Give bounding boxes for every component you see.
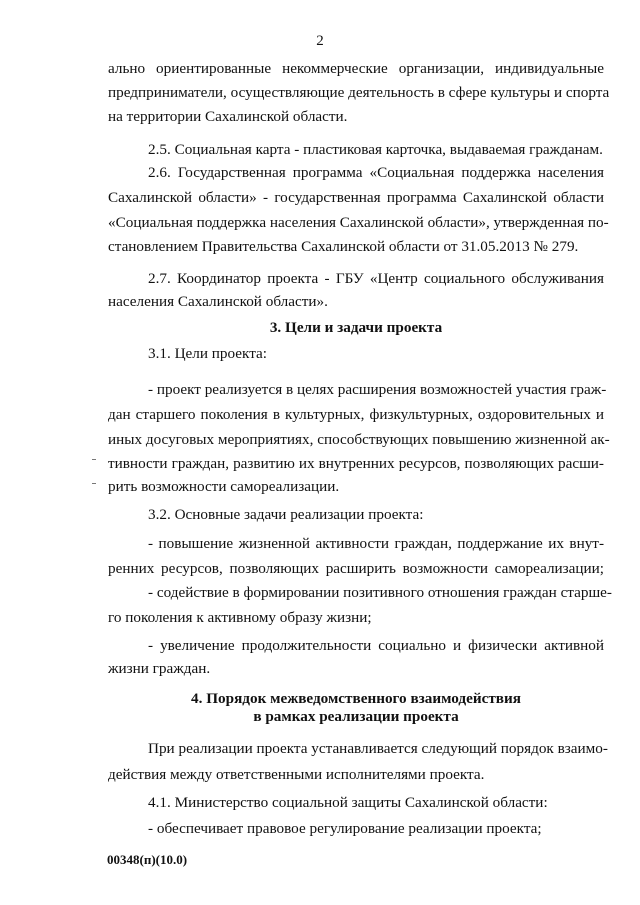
text-line: населения Сахалинской области». [108, 293, 328, 310]
text-line: - обеспечивает правовое регулирование реализации проекта; [148, 820, 542, 837]
scan-mark [92, 483, 96, 484]
section-3-1: 3.1. Цели проекта: [148, 345, 267, 362]
text-line: на территории Сахалинской области. [108, 108, 348, 125]
text-line: - проект реализуется в целях расширения возможностей участия граж- [148, 381, 607, 398]
list-item: - содействие в формировании позитивного отношения граждан старше- [148, 584, 612, 601]
text-line: предприниматели, осуществляющие деятельность в сфере культуры и спорта [108, 84, 610, 101]
list-item: - повышение жизненной активности граждан, поддержание их внут- [148, 535, 604, 552]
section-2-6: 2.6. Государственная программа «Социальная поддержка населения [148, 164, 604, 181]
text-line: «Социальная поддержка населения Сахалинской области», утвержденная по- [108, 214, 609, 231]
section-4-1: 4.1. Министерство социальной защиты Сахалинской области: [148, 794, 548, 811]
text-line: ально ориентированные некоммерческие организации, индивидуальные [108, 60, 604, 77]
text-line: действия между ответственными исполнителями проекта. [108, 766, 485, 783]
list-item: - увеличение продолжительности социально и физически активной [148, 637, 604, 654]
page-number: 2 [316, 33, 324, 49]
text-line: иных досуговых мероприятиях, способствующих повышению жизненной ак- [108, 431, 610, 448]
text-line: Сахалинской области» - государственная программа Сахалинской области [108, 189, 604, 206]
text-line: рить возможности самореализации. [108, 478, 340, 495]
footer-code: 00348(п)(10.0) [107, 852, 188, 867]
text-line: дан старшего поколения в культурных, физкультурных, оздоровительных и [108, 406, 604, 423]
scan-mark [92, 459, 96, 460]
section-2-5: 2.5. Социальная карта - пластиковая карточка, выдаваемая гражданам. [148, 141, 603, 158]
text-line: жизни граждан. [108, 660, 211, 677]
text-line: го поколения к активному образу жизни; [108, 609, 372, 626]
text-line: При реализации проекта устанавливается следующий порядок взаимо- [148, 740, 608, 757]
text-line: ренних ресурсов, позволяющих расширить возможности самореализации; [108, 560, 604, 577]
heading-section-4-line-2: в рамках реализации проекта [253, 708, 459, 725]
text-line: тивности граждан, развитию их внутренних ресурсов, позволяющих расши- [108, 455, 604, 472]
section-2-7: 2.7. Координатор проекта - ГБУ «Центр социального обслуживания [148, 270, 604, 287]
heading-section-4-line-1: 4. Порядок межведомственного взаимодействия [191, 690, 521, 707]
heading-section-3: 3. Цели и задачи проекта [269, 319, 443, 336]
section-3-2: 3.2. Основные задачи реализации проекта: [148, 506, 424, 523]
text-line: становлением Правительства Сахалинской области от 31.05.2013 № 279. [108, 238, 579, 255]
